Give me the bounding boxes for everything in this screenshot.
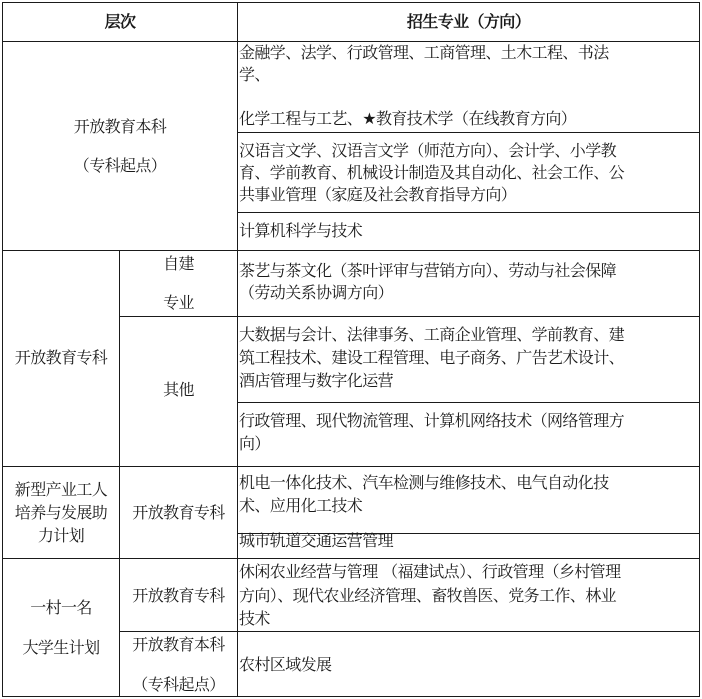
undergrad-row-2-line2: 育、学前教育、机械设计制造及其自动化、社会工作、公: [239, 163, 625, 182]
header-majors-label: 招生专业（方向）: [406, 12, 531, 31]
undergrad-row-1-line2: 学、: [239, 65, 270, 84]
village-associate-row-1-line2: 方向）、现代农业经济管理、畜牧兽医、党务工作、林业: [239, 586, 617, 605]
village-associate-row-1-line1: 休闲农业经营与管理 （福建试点）、行政管理（乡村管理: [239, 562, 621, 581]
section-worker-level-line1: 新型产业工人: [14, 480, 108, 499]
section-village-level-line1: 一村一名: [30, 598, 92, 617]
worker-sub-associate-line1: 开放教育专科: [132, 503, 225, 522]
section-village-level-line2: 大学生计划: [22, 638, 100, 657]
undergrad-row-1-line4: 化学工程与工艺、★教育技术学（在线教育方向）: [239, 109, 577, 128]
header-level-label: 层次: [104, 12, 136, 31]
associate-other-row-1-line1: 大数据与会计、法律事务、工商企业管理、学前教育、建: [239, 325, 625, 344]
village-sub-undergrad-line2: （专科起点）: [132, 675, 225, 694]
village-associate-row-1-line3: 技术: [239, 609, 270, 628]
section-associate-level-line1: 开放教育专科: [14, 348, 108, 367]
section-undergrad-level-cell: [2, 41, 238, 251]
associate-other-row-1-line2: 筑工程技术、建设工程管理、电子商务、广告艺术设计、: [239, 348, 625, 367]
undergrad-row-2-line3: 共事业管理（家庭及社会教育指导方向）: [239, 185, 517, 204]
village-undergrad-row-1-line1: 农村区域发展: [239, 655, 332, 674]
associate-other-row-1-line3: 酒店管理与数字化运营: [239, 371, 394, 390]
associate-other-row-2-line2: 向）: [239, 434, 270, 453]
associate-sub-other-line1: 其他: [163, 380, 194, 399]
section-worker-level-line3: 力计划: [37, 526, 85, 545]
worker-row-2-line1: 城市轨道交通运营管理: [239, 531, 394, 550]
associate-selfbuilt-row-1-line1: 茶艺与茶文化（茶叶评审与营销方向）、劳动与社会保障: [239, 261, 617, 280]
village-sub-undergrad-line1: 开放教育本科: [132, 635, 225, 654]
section-worker-level-line2: 培养与发展助: [14, 503, 108, 522]
village-sub-associate-line1: 开放教育专科: [132, 586, 225, 605]
worker-row-1-line1: 机电一体化技术、汽车检测与维修技术、电气自动化技: [239, 473, 609, 492]
worker-row-1-line2: 术、应用化工技术: [239, 496, 363, 515]
section-village-level-cell: [2, 558, 120, 697]
section-undergrad-level-line1: 开放教育本科: [73, 117, 167, 136]
undergrad-row-2-line1: 汉语言文学、汉语言文学（师范方向）、会计学、小学教: [239, 141, 617, 160]
associate-other-row-2-line1: 行政管理、现代物流管理、计算机网络技术（网络管理方: [239, 411, 625, 430]
section-undergrad-level-line2: （专科起点）: [73, 156, 167, 175]
associate-sub-selfbuilt-line1: 自建: [163, 254, 194, 273]
undergrad-row-1-line1: 金融学、法学、行政管理、工商管理、土木工程、书法: [239, 43, 609, 62]
associate-sub-selfbuilt-line2: 专业: [163, 293, 194, 312]
associate-selfbuilt-row-1-line2: （劳动关系协调方向）: [239, 283, 394, 302]
undergrad-row-3-line1: 计算机科学与技术: [239, 221, 363, 240]
